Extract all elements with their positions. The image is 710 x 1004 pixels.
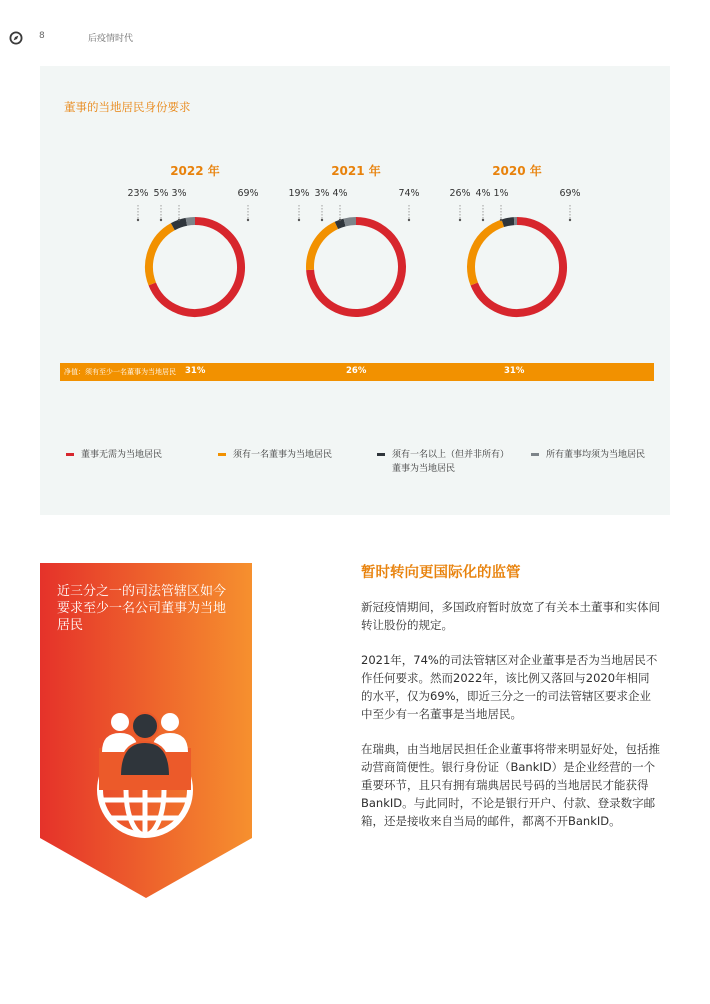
net-value-2021: 26% [346, 366, 367, 376]
slice-label: 74% [398, 188, 420, 199]
slice-multiple-residents [503, 221, 514, 223]
slice-one-resident [310, 225, 336, 270]
legend-swatch [66, 453, 74, 456]
legend-label: 所有董事均须为当地居民 [546, 450, 646, 460]
leader-dot [160, 219, 162, 221]
article-title: 暂时转向更国际化的监管 [361, 565, 521, 581]
leader-dot [569, 219, 571, 221]
chart-title: 董事的当地居民身份要求 [64, 100, 191, 114]
donut-svg [442, 162, 592, 322]
donut-svg [120, 162, 270, 322]
donut-chart-2021 [281, 162, 431, 322]
year-label: 2022 年 [170, 164, 220, 178]
callout-text: 近三分之一的司法管辖区如今要求至少一名公司董事为当地居民 [57, 584, 227, 633]
legend-label: 董事无需为当地居民 [81, 450, 163, 460]
slice-label: 3% [314, 188, 330, 199]
slice-all-residents [186, 221, 195, 222]
page-header [0, 28, 710, 48]
donut-chart-2020 [442, 162, 592, 322]
article-paragraph: 在瑞典，由当地居民担任企业董事将带来明显好处，包括推动营商简便性。银行身份证（BankID）是企业经营的一个重要环节，且只有拥有瑞典居民号码的当地居民才能获得BankID。与此同时，不论是银行开户、付款、登录数字邮箱，还是接收来自当局的邮件，都离不开BankID。 [361, 742, 660, 828]
slice-label: 3% [171, 188, 187, 199]
page-number: 8 [39, 31, 45, 41]
slice-label: 19% [288, 188, 310, 199]
leader-dot [408, 219, 410, 221]
year-label: 2021 年 [331, 164, 381, 178]
leader-dot [178, 219, 180, 221]
slice-label: 69% [237, 188, 259, 199]
slice-label: 26% [449, 188, 471, 199]
slice-one-resident [471, 223, 503, 284]
slice-label: 5% [153, 188, 169, 199]
slice-label: 4% [475, 188, 491, 199]
legend-swatch [218, 453, 226, 456]
slice-all-residents [345, 221, 356, 222]
chart-panel [40, 66, 670, 515]
net-value-bar [60, 363, 654, 381]
legend-swatch [377, 453, 385, 456]
legend-label: 须有一名以上（但并非所有）董事为当地居民 [392, 450, 510, 474]
leader-dot [459, 219, 461, 221]
leader-dot [482, 219, 484, 221]
slice-multiple-residents [173, 222, 187, 227]
slice-label: 69% [559, 188, 581, 199]
leader-dot [321, 219, 323, 221]
callout-banner [40, 563, 252, 898]
slice-multiple-residents [336, 222, 344, 225]
year-label: 2020 年 [492, 164, 542, 178]
leader-dot [298, 219, 300, 221]
slice-one-resident [149, 227, 173, 284]
slice-label: 23% [127, 188, 149, 199]
net-value-label: 净值：须有至少一名董事为当地居民 [64, 368, 176, 376]
donut-chart-2022 [120, 162, 270, 322]
leader-dot [247, 219, 249, 221]
leader-dot [500, 219, 502, 221]
compass-logo-icon [9, 31, 23, 45]
net-value-2022: 31% [185, 366, 206, 376]
legend-swatch [531, 453, 539, 456]
article-paragraph: 2021年，74%的司法管辖区对企业董事是否为当地居民不作任何要求。然而2022年，该比例又落回与2020年相同的水平，仅为69%，即近三分之一的司法管辖区要求企业中至少有一名董事是当地居民。 [361, 653, 658, 721]
net-value-2020: 31% [504, 366, 525, 376]
slice-label: 4% [332, 188, 348, 199]
legend-label: 须有一名董事为当地居民 [233, 450, 333, 460]
leader-dot [137, 219, 139, 221]
people-globe-icon [93, 708, 197, 842]
slice-label: 1% [493, 188, 509, 199]
header-title: 后疫情时代 [88, 34, 134, 44]
leader-dot [339, 219, 341, 221]
donut-svg [281, 162, 431, 322]
article-paragraph: 新冠疫情期间，多国政府暂时放宽了有关本土董事和实体间转让股份的规定。 [361, 600, 660, 632]
